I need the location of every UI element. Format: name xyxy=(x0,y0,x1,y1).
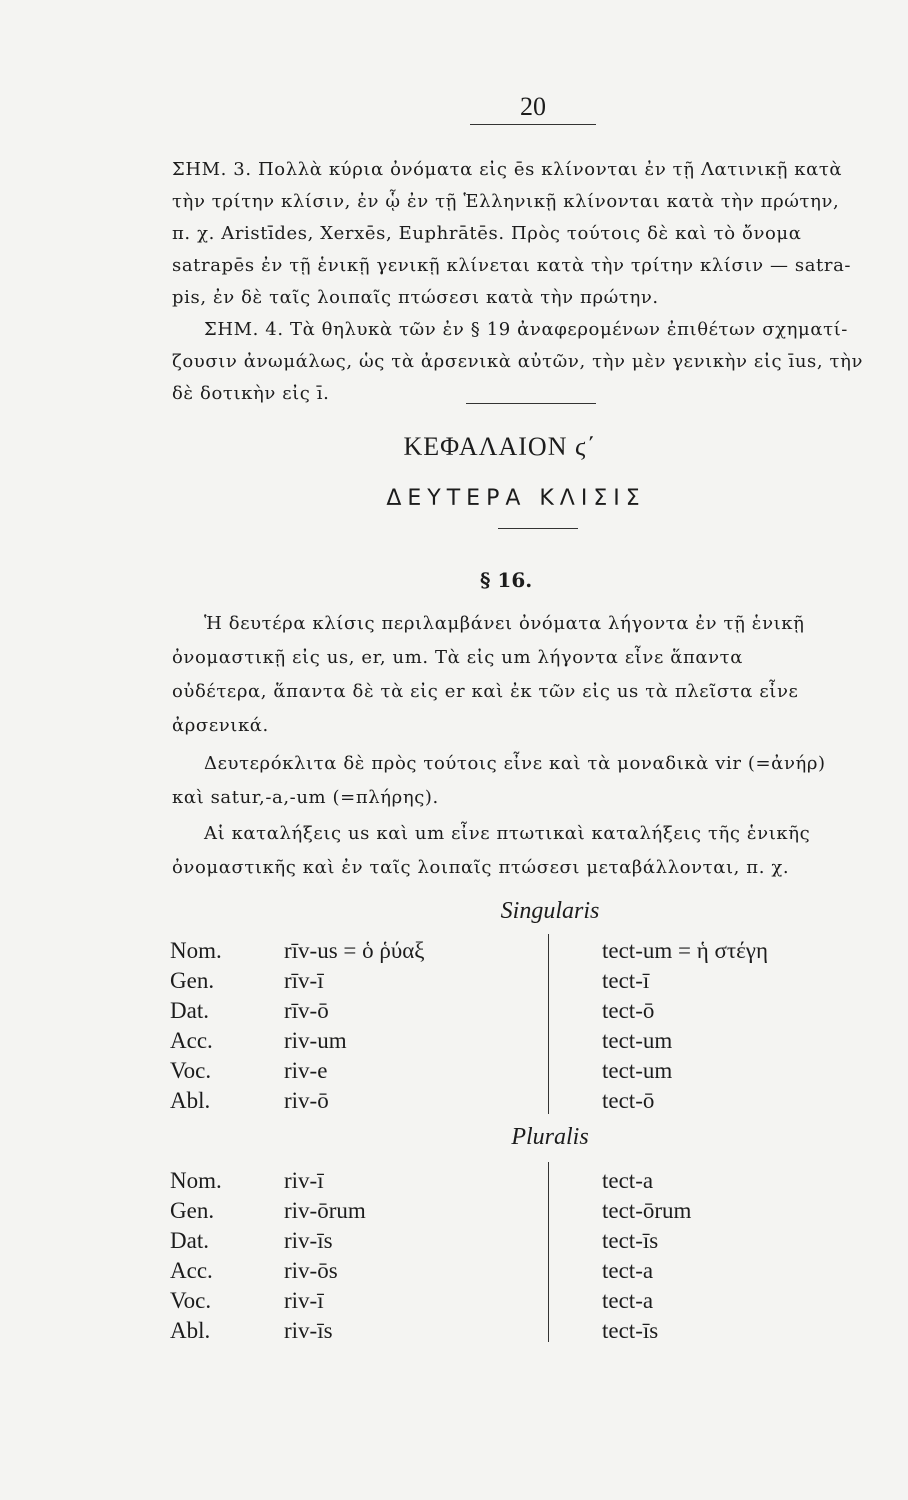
body-line: ἀρσενικά. xyxy=(172,715,269,736)
tect-form: tect-ī xyxy=(602,968,650,993)
riv-form: riv-ōs xyxy=(284,1258,338,1283)
note-end-rule xyxy=(466,403,596,404)
case-label: Nom. xyxy=(170,938,222,963)
body-line: οὐδέτερα, ἅπαντα δὲ τὰ εἰς er καὶ ἐκ τῶν εἰς us τὰ πλεῖστα εἶνε xyxy=(172,681,799,702)
riv-form: rīv-us = ὁ ῥύαξ xyxy=(284,938,425,963)
case-label: Abl. xyxy=(170,1088,211,1113)
tect-form: tect-ō xyxy=(602,1088,655,1113)
chapter-subtitle: ΔΕΥΤΕΡΑ ΚΛΙΣΙΣ xyxy=(386,486,646,511)
note4-line: ζουσιν ἀνωμάλως, ὡς τὰ ἀρσενικὰ αὐτῶν, τὴν μὲν γενικὴν εἰς īus, τὴν xyxy=(172,351,864,372)
riv-form: riv-e xyxy=(284,1058,328,1083)
tect-form: tect-um xyxy=(602,1058,673,1083)
riv-form: riv-ī xyxy=(284,1288,324,1313)
header-rule xyxy=(470,124,596,125)
body-line: καὶ satur,-a,-um (=πλήρης). xyxy=(172,787,439,808)
body-line: Δευτερόκλιτα δὲ πρὸς τούτοις εἶνε καὶ τὰ μοναδικὰ vir (=ἀνήρ) xyxy=(204,753,826,774)
riv-form: riv-um xyxy=(284,1028,347,1053)
case-label: Abl. xyxy=(170,1318,211,1343)
tect-form: tect-a xyxy=(602,1288,654,1313)
column-divider xyxy=(548,934,549,1114)
pluralis-heading: Pluralis xyxy=(511,1124,589,1150)
riv-form: riv-ōrum xyxy=(284,1198,366,1223)
riv-form: rīv-ī xyxy=(284,968,324,993)
riv-form: rīv-ō xyxy=(284,998,329,1023)
body-line: ὀνομαστικῆς καὶ ἐν ταῖς λοιπαῖς πτώσεσι μεταβάλλονται, π. χ. xyxy=(172,857,790,878)
page-number: 20 xyxy=(520,92,546,121)
case-label: Gen. xyxy=(170,968,215,993)
note4-line: ΣΗΜ. 4. Τὰ θηλυκὰ τῶν ἐν § 19 ἀναφερομένων ἐπιθέτων σχηματί- xyxy=(204,319,848,340)
singularis-heading: Singularis xyxy=(500,898,600,924)
chapter-rule xyxy=(498,528,578,529)
riv-form: riv-īs xyxy=(284,1228,333,1253)
note3-line: ΣΗΜ. 3. Πολλὰ κύρια ὀνόματα εἰς ēs κλίνονται ἐν τῇ Λατινικῇ κατὰ xyxy=(172,159,843,180)
body-line: Αἱ καταλήξεις us καὶ um εἶνε πτωτικαὶ καταλήξεις τῆς ἑνικῆς xyxy=(204,823,811,844)
case-label: Dat. xyxy=(170,1228,209,1253)
tect-form: tect-a xyxy=(602,1168,654,1193)
note3-line: π. χ. Aristīdes, Xerxēs, Euphrātēs. Πρὸς τούτοις δὲ καὶ τὸ ὄνομα xyxy=(172,223,802,244)
tect-form: tect-ōrum xyxy=(602,1198,692,1223)
note3-line: τὴν τρίτην κλίσιν, ἐν ᾧ ἐν τῇ Ἑλληνικῇ κλίνονται κατὰ τὴν πρώτην, xyxy=(172,191,840,212)
note4-line: δὲ δοτικὴν εἰς ī. xyxy=(172,383,330,404)
section-mark: § 16. xyxy=(480,568,533,592)
tect-form: tect-īs xyxy=(602,1228,659,1253)
chapter-title: ΚΕΦΑΛΑΙΟΝ ϛ΄ xyxy=(403,432,597,461)
column-divider xyxy=(548,1162,549,1342)
case-label: Dat. xyxy=(170,998,209,1023)
case-label: Nom. xyxy=(170,1168,222,1193)
note3-line: satrapēs ἐν τῇ ἑνικῇ γενικῇ κλίνεται κατὰ τὴν τρίτην κλίσιν — satra- xyxy=(172,255,852,276)
body-line: ὀνομαστικῇ εἰς us, er, um. Τὰ εἰς um λήγοντα εἶνε ἅπαντα xyxy=(172,647,743,668)
note3-line: pis, ἐν δὲ ταῖς λοιπαῖς πτώσεσι κατὰ τὴν πρώτην. xyxy=(172,287,659,308)
tect-form: tect-um = ἡ στέγη xyxy=(602,938,768,963)
tect-form: tect-a xyxy=(602,1258,654,1283)
tect-form: tect-ō xyxy=(602,998,655,1023)
case-label: Acc. xyxy=(170,1028,213,1053)
tect-form: tect-um xyxy=(602,1028,673,1053)
case-label: Voc. xyxy=(170,1058,212,1083)
case-label: Voc. xyxy=(170,1288,212,1313)
case-label: Acc. xyxy=(170,1258,213,1283)
riv-form: riv-īs xyxy=(284,1318,333,1343)
tect-form: tect-īs xyxy=(602,1318,659,1343)
riv-form: riv-ō xyxy=(284,1088,329,1113)
riv-form: riv-ī xyxy=(284,1168,324,1193)
body-line: Ἡ δευτέρα κλίσις περιλαμβάνει ὀνόματα λήγοντα ἐν τῇ ἑνικῇ xyxy=(204,613,805,634)
case-label: Gen. xyxy=(170,1198,215,1223)
